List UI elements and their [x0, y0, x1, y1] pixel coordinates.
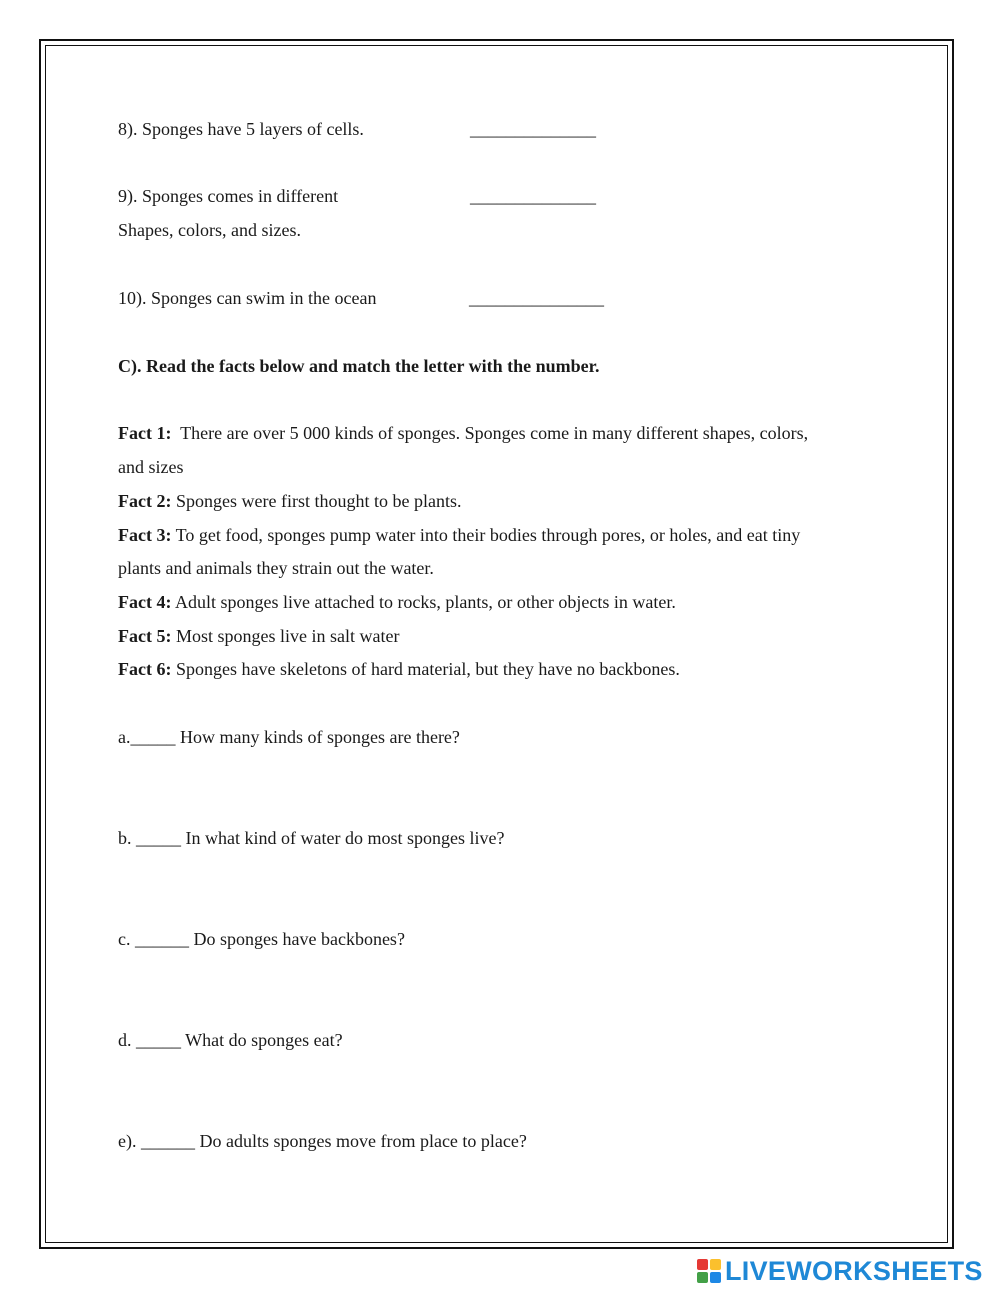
- answer-blank-9[interactable]: ______________: [470, 186, 596, 206]
- fact-text: Sponges have skeletons of hard material, but they have no backbones.: [171, 659, 680, 679]
- fact-text: To get food, sponges pump water into their bodies through pores, or holes, and eat tiny: [171, 525, 801, 545]
- statement-8: 8). Sponges have 5 layers of cells.: [118, 119, 364, 139]
- fact-1: [118, 422, 808, 444]
- fact-text: Adult sponges live attached to rocks, plants, or other objects in water.: [171, 592, 676, 612]
- answer-blank-10[interactable]: _______________: [469, 288, 604, 308]
- logo-text: LIVEWORKSHEETS: [725, 1255, 983, 1286]
- question-b[interactable]: b. _____ In what kind of water do most sponges live?: [118, 828, 505, 848]
- answer-blank-8[interactable]: ______________: [470, 119, 596, 139]
- fact-label: Fact 2:: [118, 491, 172, 511]
- fact-1-continued: and sizes: [118, 457, 184, 477]
- statement-10: 10). Sponges can swim in the ocean: [118, 288, 377, 308]
- fact-text: There are over 5 000 kinds of sponges. Sponges come in many different shapes, colors,: [171, 423, 809, 443]
- question-c[interactable]: c. ______ Do sponges have backbones?: [118, 929, 405, 949]
- fact-4: [118, 591, 676, 613]
- question-a[interactable]: a._____ How many kinds of sponges are there?: [118, 727, 460, 747]
- fact-text: Sponges were first thought to be plants.: [171, 491, 462, 511]
- question-e[interactable]: e). ______ Do adults sponges move from place to place?: [118, 1131, 527, 1151]
- fact-label: Fact 6:: [118, 659, 172, 679]
- logo-square-e: [710, 1272, 721, 1283]
- section-c-heading: C). Read the facts below and match the letter with the number.: [118, 356, 600, 376]
- fact-3: [118, 524, 800, 546]
- fact-2: [118, 490, 461, 512]
- logo-square-i: [710, 1259, 721, 1270]
- question-d[interactable]: d. _____ What do sponges eat?: [118, 1030, 343, 1050]
- statement-9: 9). Sponges comes in different: [118, 186, 339, 206]
- fact-3-continued: plants and animals they strain out the water.: [118, 558, 434, 578]
- fact-label: Fact 1:: [118, 423, 172, 443]
- fact-label: Fact 4:: [118, 592, 172, 612]
- statement-9-continued: Shapes, colors, and sizes.: [118, 220, 301, 240]
- fact-label: Fact 3:: [118, 525, 172, 545]
- logo-squares-icon: [697, 1259, 721, 1283]
- fact-text: Most sponges live in salt water: [171, 626, 400, 646]
- liveworksheets-logo: [697, 1256, 983, 1286]
- logo-square-v: [697, 1272, 708, 1283]
- fact-5: [118, 625, 399, 647]
- logo-square-l: [697, 1259, 708, 1270]
- fact-6: [118, 658, 680, 680]
- fact-label: Fact 5:: [118, 626, 172, 646]
